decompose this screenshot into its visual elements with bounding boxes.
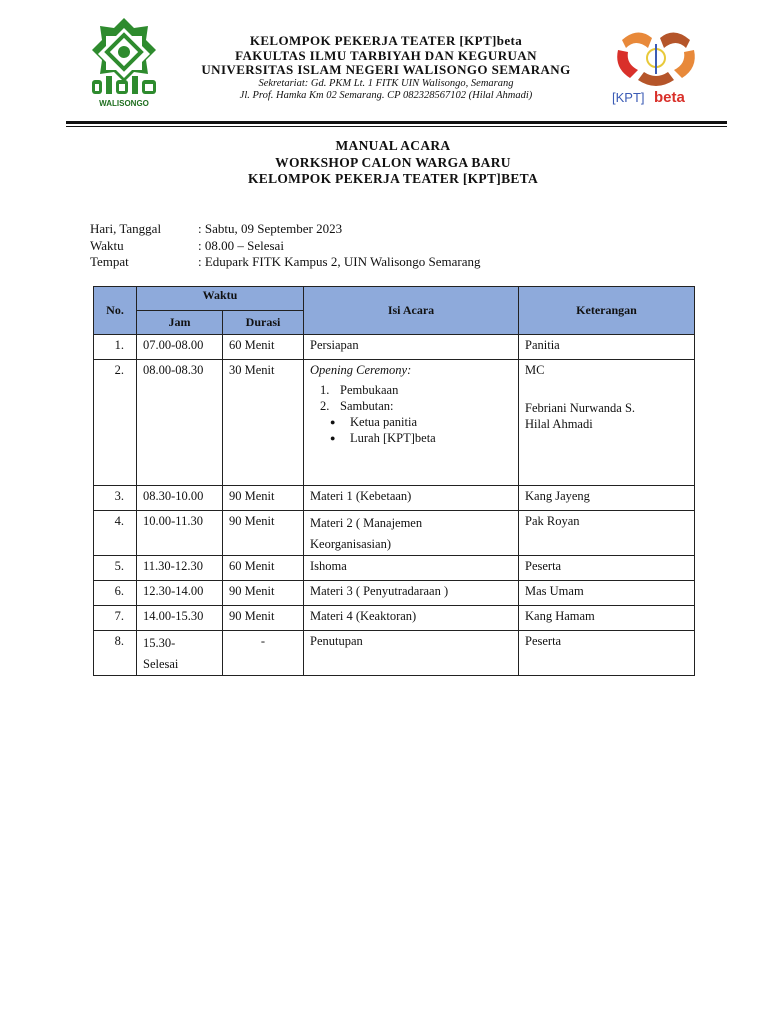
table-row [94, 631, 695, 676]
row-jam [137, 631, 223, 676]
letterhead-org-name: KELOMPOK PEKERJA TEATER [KPT]beta [249, 33, 523, 48]
row-jam: 08.00-08.30 [137, 360, 223, 486]
list-text: Pembukaan [340, 383, 399, 397]
info-label: Waktu [90, 237, 124, 253]
header-waktu: Waktu [137, 287, 304, 311]
header-no: No. [94, 287, 137, 335]
letterhead-secretariat: Sekretariat: Gd. PKM Lt. 1 FITK UIN Walisongo, Semarang [258, 77, 514, 89]
event-info [90, 221, 481, 271]
info-value: : Edupark FITK Kampus 2, UIN Walisongo Semarang [198, 254, 481, 269]
row-keterangan: Pak Royan [519, 511, 695, 556]
letterhead-divider-thin [66, 126, 727, 127]
row-keterangan: Mas Umam [519, 581, 695, 606]
walisongo-caption: WALISONGO [99, 99, 149, 108]
row-jam: 14.00-15.30 [137, 606, 223, 631]
hands-emblem [617, 32, 695, 86]
list-item [310, 414, 518, 430]
row-jam: 08.30-10.00 [137, 486, 223, 511]
header-isi-acara: Isi Acara [304, 287, 519, 335]
row-no: 8. [94, 631, 137, 676]
letterhead-divider-thick [66, 121, 727, 124]
info-row-place [90, 254, 481, 271]
title-line-3: KELOMPOK PEKERJA TEATER [KPT]BETA [247, 171, 539, 186]
row-no: 7. [94, 606, 137, 631]
row-jam: 12.30-14.00 [137, 581, 223, 606]
ceremony-numbered-list [310, 382, 518, 446]
title-line-2: WORKSHOP CALON WARGA BARU [275, 154, 511, 170]
row-jam: 07.00-08.00 [137, 335, 223, 360]
row-keterangan: Panitia [519, 335, 695, 360]
letterhead-faculty: FAKULTAS ILMU TARBIYAH DAN KEGURUAN [235, 47, 537, 63]
uin-walisongo-logo [84, 14, 164, 110]
row-durasi: 90 Menit [223, 581, 304, 606]
row-jam: 10.00-11.30 [137, 511, 223, 556]
table-row [94, 581, 695, 606]
keterangan-name: Febriani Nurwanda S. [525, 401, 636, 415]
header-keterangan: Keterangan [519, 287, 695, 335]
list-number: 1. [320, 383, 330, 397]
info-row-time [90, 238, 481, 255]
row-no: 6. [94, 581, 137, 606]
row-keterangan: Kang Jayeng [519, 486, 695, 511]
title-line-1: MANUAL ACARA [335, 138, 451, 153]
table-row [94, 556, 695, 581]
schedule-table [93, 286, 695, 676]
table-row [94, 511, 695, 556]
row-durasi: 90 Menit [223, 606, 304, 631]
table-row [94, 360, 695, 486]
row-no: 3. [94, 486, 137, 511]
row-durasi: - [223, 631, 304, 676]
table-row [94, 335, 695, 360]
list-item [310, 430, 518, 446]
row-isi: Materi 1 (Kebetaan) [304, 486, 519, 511]
walisongo-emblem-ornament [92, 18, 156, 82]
row-keterangan: Kang Hamam [519, 606, 695, 631]
table-row [94, 606, 695, 631]
kpt-beta-logo [608, 22, 704, 108]
kpt-label: [KPT] [612, 90, 645, 105]
row-keterangan [519, 360, 695, 486]
bullet-icon: ● [330, 417, 336, 427]
info-value: : 08.00 – Selesai [198, 237, 284, 253]
row-keterangan: Peserta [519, 556, 695, 581]
keterangan-mc: MC [525, 363, 545, 377]
isi-line: Keorganisasian) [310, 537, 391, 551]
list-text: Lurah [KPT]beta [350, 431, 436, 445]
row-jam: 11.30-12.30 [137, 556, 223, 581]
row-keterangan: Peserta [519, 631, 695, 676]
row-isi: Persiapan [304, 335, 519, 360]
info-value: : Sabtu, 09 September 2023 [198, 221, 343, 236]
row-no: 4. [94, 511, 137, 556]
row-isi: Penutupan [304, 631, 519, 676]
row-isi [304, 511, 519, 556]
row-durasi: 60 Menit [223, 335, 304, 360]
row-isi: Materi 3 ( Penyutradaraan ) [304, 581, 519, 606]
row-durasi: 60 Menit [223, 556, 304, 581]
jam-line: Selesai [143, 657, 179, 671]
list-number: 2. [320, 399, 330, 413]
list-item [310, 398, 518, 414]
row-durasi: 90 Menit [223, 511, 304, 556]
row-no: 2. [94, 360, 137, 486]
list-text: Ketua panitia [350, 415, 417, 429]
table-row [94, 486, 695, 511]
info-label: Hari, Tanggal [90, 221, 162, 236]
row-no: 1. [94, 335, 137, 360]
row-durasi: 30 Menit [223, 360, 304, 486]
beta-label: beta [654, 89, 685, 106]
info-row-date [90, 221, 481, 238]
letterhead-university: UNIVERSITAS ISLAM NEGERI WALISONGO SEMARANG [201, 62, 571, 77]
header-jam: Jam [137, 311, 223, 335]
jam-line: 15.30- [143, 636, 176, 650]
keterangan-name: Hilal Ahmadi [525, 417, 593, 431]
info-label: Tempat [90, 254, 129, 269]
row-isi: Materi 4 (Keaktoran) [304, 606, 519, 631]
header-durasi: Durasi [223, 311, 304, 335]
table-header-row [94, 287, 695, 311]
row-isi: Ishoma [304, 556, 519, 581]
document-title [0, 138, 768, 188]
bullet-icon: ● [330, 433, 336, 443]
letterhead-address: Jl. Prof. Hamka Km 02 Semarang. CP 082328567102 (Hilal Ahmadi) [239, 90, 533, 101]
isi-line: Materi 2 ( Manajemen [310, 516, 423, 530]
list-text: Sambutan: [340, 399, 394, 413]
row-durasi: 90 Menit [223, 486, 304, 511]
list-item [310, 382, 518, 398]
row-isi [304, 360, 519, 486]
opening-ceremony-label: Opening Ceremony: [310, 363, 412, 377]
row-no: 5. [94, 556, 137, 581]
letterhead [170, 34, 602, 103]
